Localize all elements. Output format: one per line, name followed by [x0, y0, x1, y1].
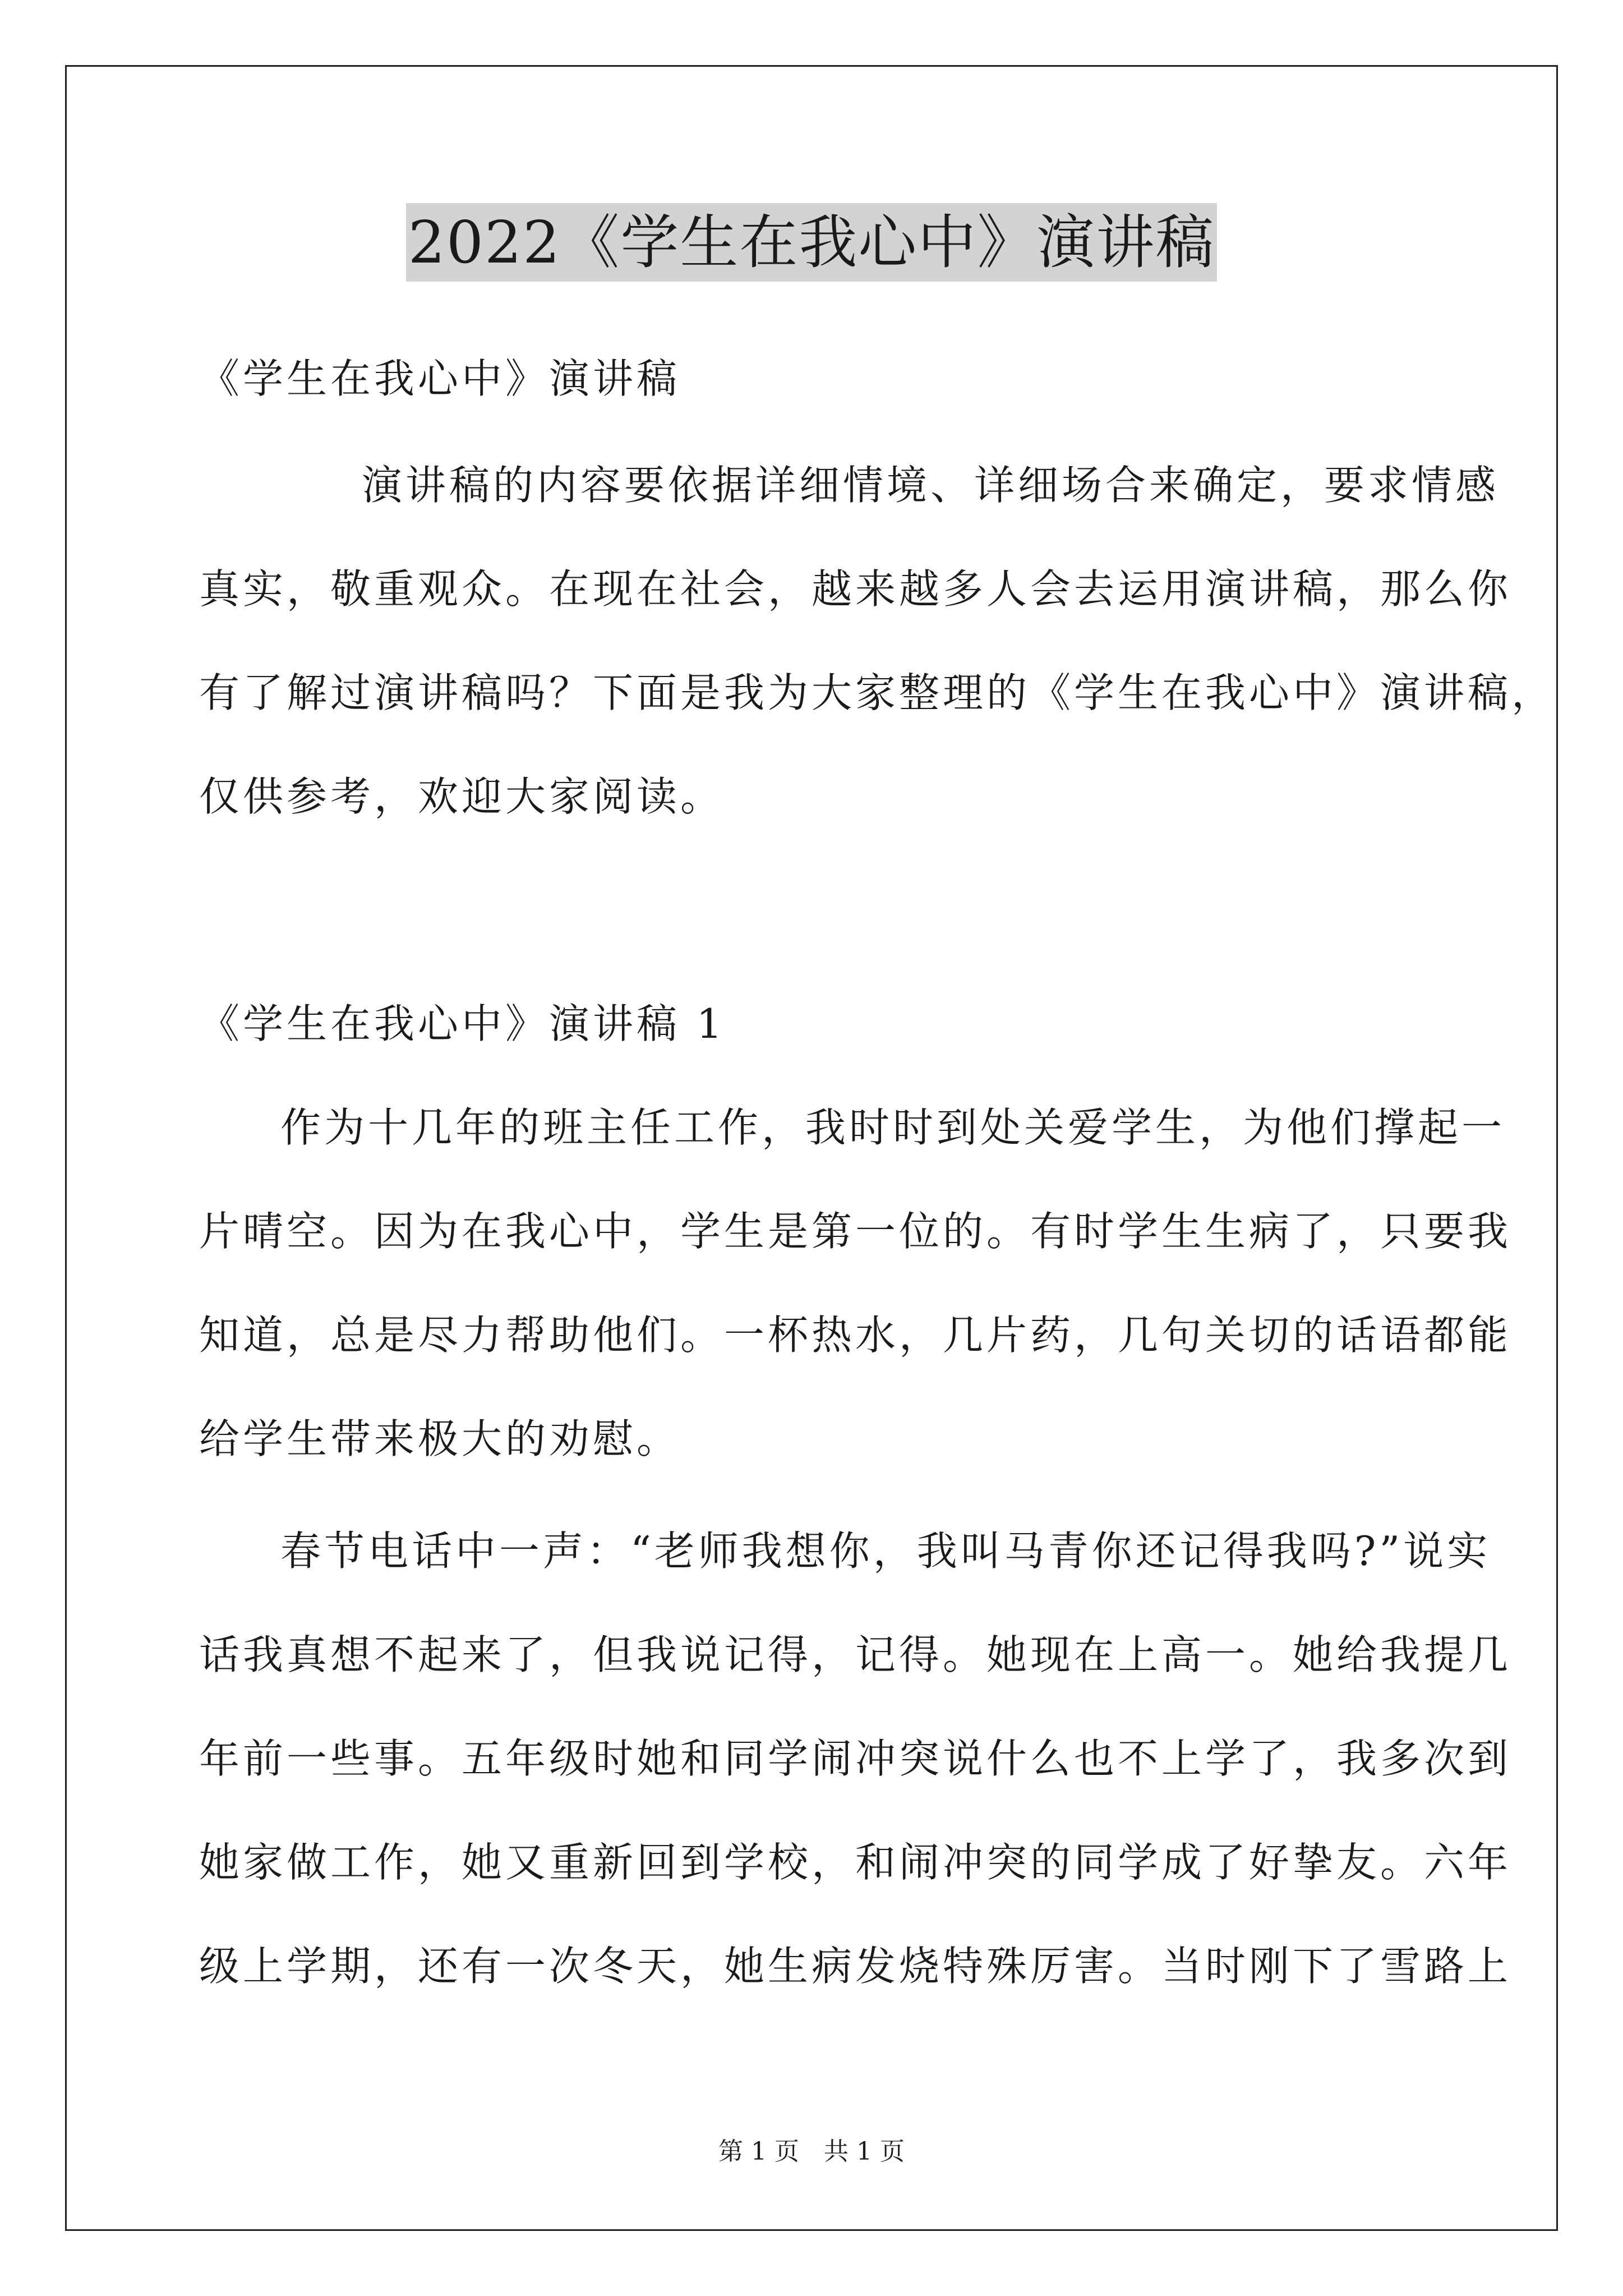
body-line: 作为十几年的班主任工作，我时时到处关爱学生，为他们撑起一	[280, 1104, 1506, 1151]
body-line: 知道，总是尽力帮助他们。一杯热水，几片药，几句关切的话语都能	[199, 1312, 1512, 1359]
body-line: 级上学期，还有一次冬天，她生病发烧特殊厉害。当时刚下了雪路上	[199, 1943, 1512, 1990]
body-line: 她家做工作，她又重新回到学校，和闹冲突的同学成了好挚友。六年	[199, 1839, 1512, 1886]
body-line: 仅供参考，欢迎大家阅读。	[199, 773, 725, 820]
page-footer: 第 1 页 共 1 页	[718, 2137, 905, 2166]
body-line: 真实，敬重观众。在现在社会，越来越多人会去运用演讲稿，那么你	[199, 565, 1512, 613]
document-title: 2022《学生在我心中》演讲稿	[406, 203, 1218, 282]
body-line: 春节电话中一声：“老师我想你，我叫马青你还记得我吗?”说实	[280, 1527, 1491, 1575]
body-line: 演讲稿的内容要依据详细情境、详细场合来确定，要求情感	[362, 462, 1500, 509]
section-heading: 《学生在我心中》演讲稿 1	[199, 1000, 726, 1047]
subtitle-line: 《学生在我心中》演讲稿	[199, 355, 681, 402]
body-line: 有了解过演讲稿吗？下面是我为大家整理的《学生在我心中》演讲稿，	[199, 669, 1556, 716]
body-line: 年前一些事。五年级时她和同学闹冲突说什么也不上学了，我多次到	[199, 1735, 1512, 1782]
body-line: 话我真想不起来了，但我说记得，记得。她现在上高一。她给我提几	[199, 1631, 1512, 1678]
body-line: 片晴空。因为在我心中，学生是第一位的。有时学生生病了，只要我	[199, 1208, 1512, 1255]
title-wrap	[0, 203, 1623, 282]
body-line: 给学生带来极大的劝慰。	[199, 1415, 681, 1462]
